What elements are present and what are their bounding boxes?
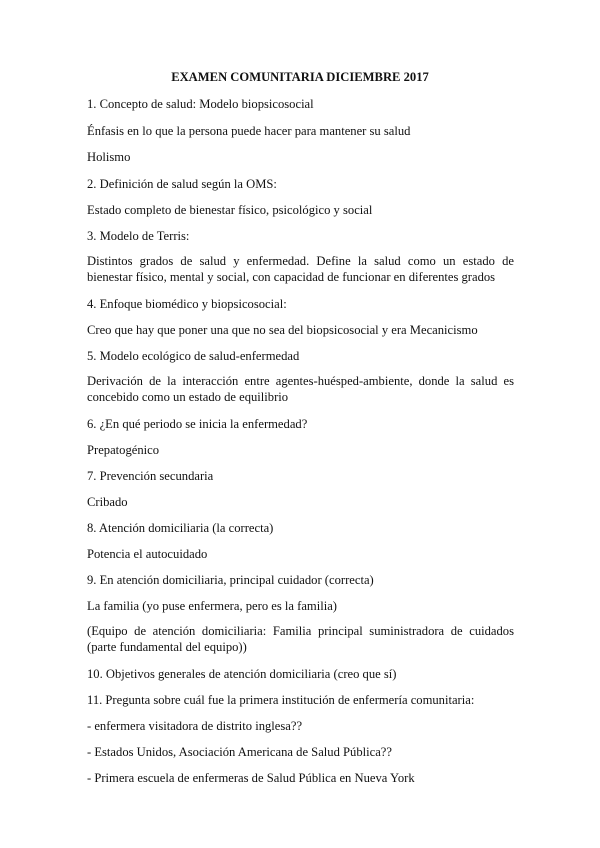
question-5: 5. Modelo ecológico de salud-enfermedad — [87, 349, 300, 363]
answer-1a: Énfasis en lo que la persona puede hacer para mantener su salud — [87, 124, 411, 138]
option-11a: - enfermera visitadora de distrito inglesa?? — [87, 719, 303, 733]
answer-2: Estado completo de bienestar físico, psicológico y social — [87, 203, 373, 217]
option-11b: - Estados Unidos, Asociación Americana de Salud Pública?? — [87, 745, 392, 759]
answer-9: La familia (yo puse enfermera, pero es la familia) — [87, 599, 338, 613]
answer-3: Distintos grados de salud y enfermedad. Define la salud como un estado de bienestar físico, mental y social, con capacidad de funcionar en diferentes grados — [87, 254, 514, 284]
question-2: 2. Definición de salud según la OMS: — [87, 177, 277, 191]
question-7: 7. Prevención secundaria — [87, 469, 214, 483]
answer-1b: Holismo — [87, 150, 131, 164]
answer-4: Creo que hay que poner una que no sea del biopsicosocial y era Mecanicismo — [87, 323, 478, 337]
question-10: 10. Objetivos generales de atención domiciliaria (creo que sí) — [87, 667, 397, 681]
question-3: 3. Modelo de Terris: — [87, 229, 190, 243]
answer-9-note: (Equipo de atención domiciliaria: Familia principal suministradora de cuidados (parte fundamental del equipo)) — [87, 624, 514, 654]
question-11: 11. Pregunta sobre cuál fue la primera institución de enfermería comunitaria: — [87, 693, 475, 707]
document-title: EXAMEN COMUNITARIA DICIEMBRE 2017 — [171, 70, 429, 84]
question-9: 9. En atención domiciliaria, principal cuidador (correcta) — [87, 573, 374, 587]
question-1: 1. Concepto de salud: Modelo biopsicosocial — [87, 97, 314, 111]
question-6: 6. ¿En qué periodo se inicia la enfermedad? — [87, 417, 308, 431]
answer-5: Derivación de la interacción entre agentes-huésped-ambiente, donde la salud es concebido como un estado de equilibrio — [87, 374, 514, 404]
answer-7: Cribado — [87, 495, 128, 509]
answer-8: Potencia el autocuidado — [87, 547, 208, 561]
question-8: 8. Atención domiciliaria (la correcta) — [87, 521, 274, 535]
question-4: 4. Enfoque biomédico y biopsicosocial: — [87, 297, 287, 311]
option-11c: - Primera escuela de enfermeras de Salud Pública en Nueva York — [87, 771, 415, 785]
answer-6: Prepatogénico — [87, 443, 160, 457]
